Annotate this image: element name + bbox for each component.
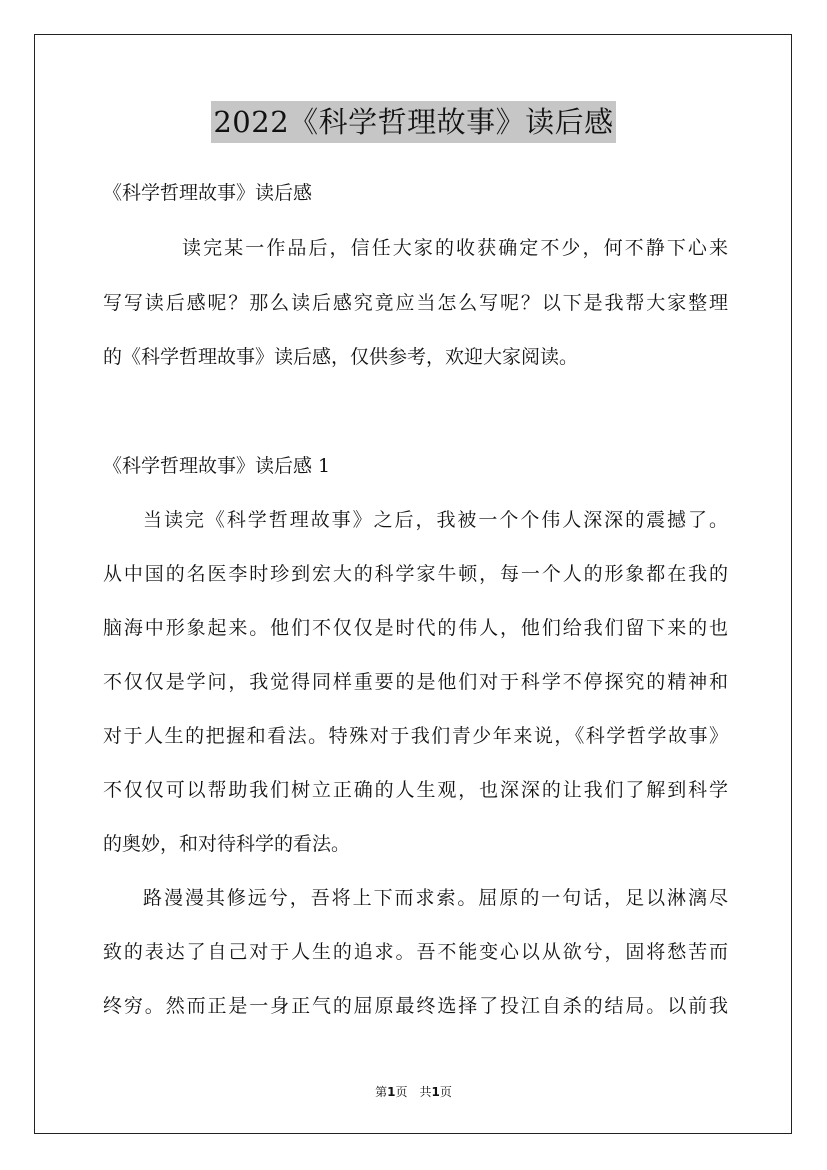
paragraph1-line-6: 不仅仅可以帮助我们树立正确的人生观，也深深的让我们了解到科学 (103, 779, 728, 801)
paragraph2-line-3: 终穷。然而正是一身正气的屈原最终选择了投江自杀的结局。以前我 (103, 995, 728, 1017)
paragraph2-line-2: 致的表达了自己对于人生的追求。吾不能变心以从欲兮，固将愁苦而 (103, 941, 728, 963)
page-footer (0, 1083, 827, 1100)
title-container (0, 101, 827, 143)
paragraph2-line-1: 路漫漫其修远兮，吾将上下而求索。屈原的一句话，足以淋漓尽 (143, 887, 728, 909)
intro-line-1: 读完某一作品后，信任大家的收获确定不少，何不静下心来 (182, 237, 728, 259)
paragraph1-line-1: 当读完《科学哲理故事》之后，我被一个个伟人深深的震撼了。 (143, 509, 728, 531)
paragraph1-line-4: 不仅仅是学问，我觉得同样重要的是他们对于科学不停探究的精神和 (103, 671, 728, 693)
footer-page-total: 1 (431, 1085, 440, 1099)
footer-page-mid: 页 共 (395, 1085, 432, 1099)
footer-page-prefix: 第 (375, 1085, 388, 1099)
section-heading: 《科学哲理故事》读后感 1 (103, 455, 331, 477)
document-subtitle: 《科学哲理故事》读后感 (103, 182, 313, 204)
document-title: 2022《科学哲理故事》读后感 (211, 101, 615, 143)
footer-page-suffix: 页 (439, 1085, 452, 1099)
paragraph1-line-7: 的奥妙，和对待科学的看法。 (103, 833, 351, 855)
footer-page-current: 1 (387, 1085, 396, 1099)
intro-line-2: 写写读后感呢？那么读后感究竟应当怎么写呢？以下是我帮大家整理 (103, 292, 728, 314)
paragraph1-line-5: 对于人生的把握和看法。特殊对于我们青少年来说，《科学哲学故事》 (103, 725, 728, 747)
intro-line-3: 的《科学哲理故事》读后感，仅供参考，欢迎大家阅读。 (103, 346, 579, 368)
paragraph1-line-2: 从中国的名医李时珍到宏大的科学家牛顿，每一个人的形象都在我的 (103, 563, 728, 585)
paragraph1-line-3: 脑海中形象起来。他们不仅仅是时代的伟人，他们给我们留下来的也 (103, 617, 728, 639)
